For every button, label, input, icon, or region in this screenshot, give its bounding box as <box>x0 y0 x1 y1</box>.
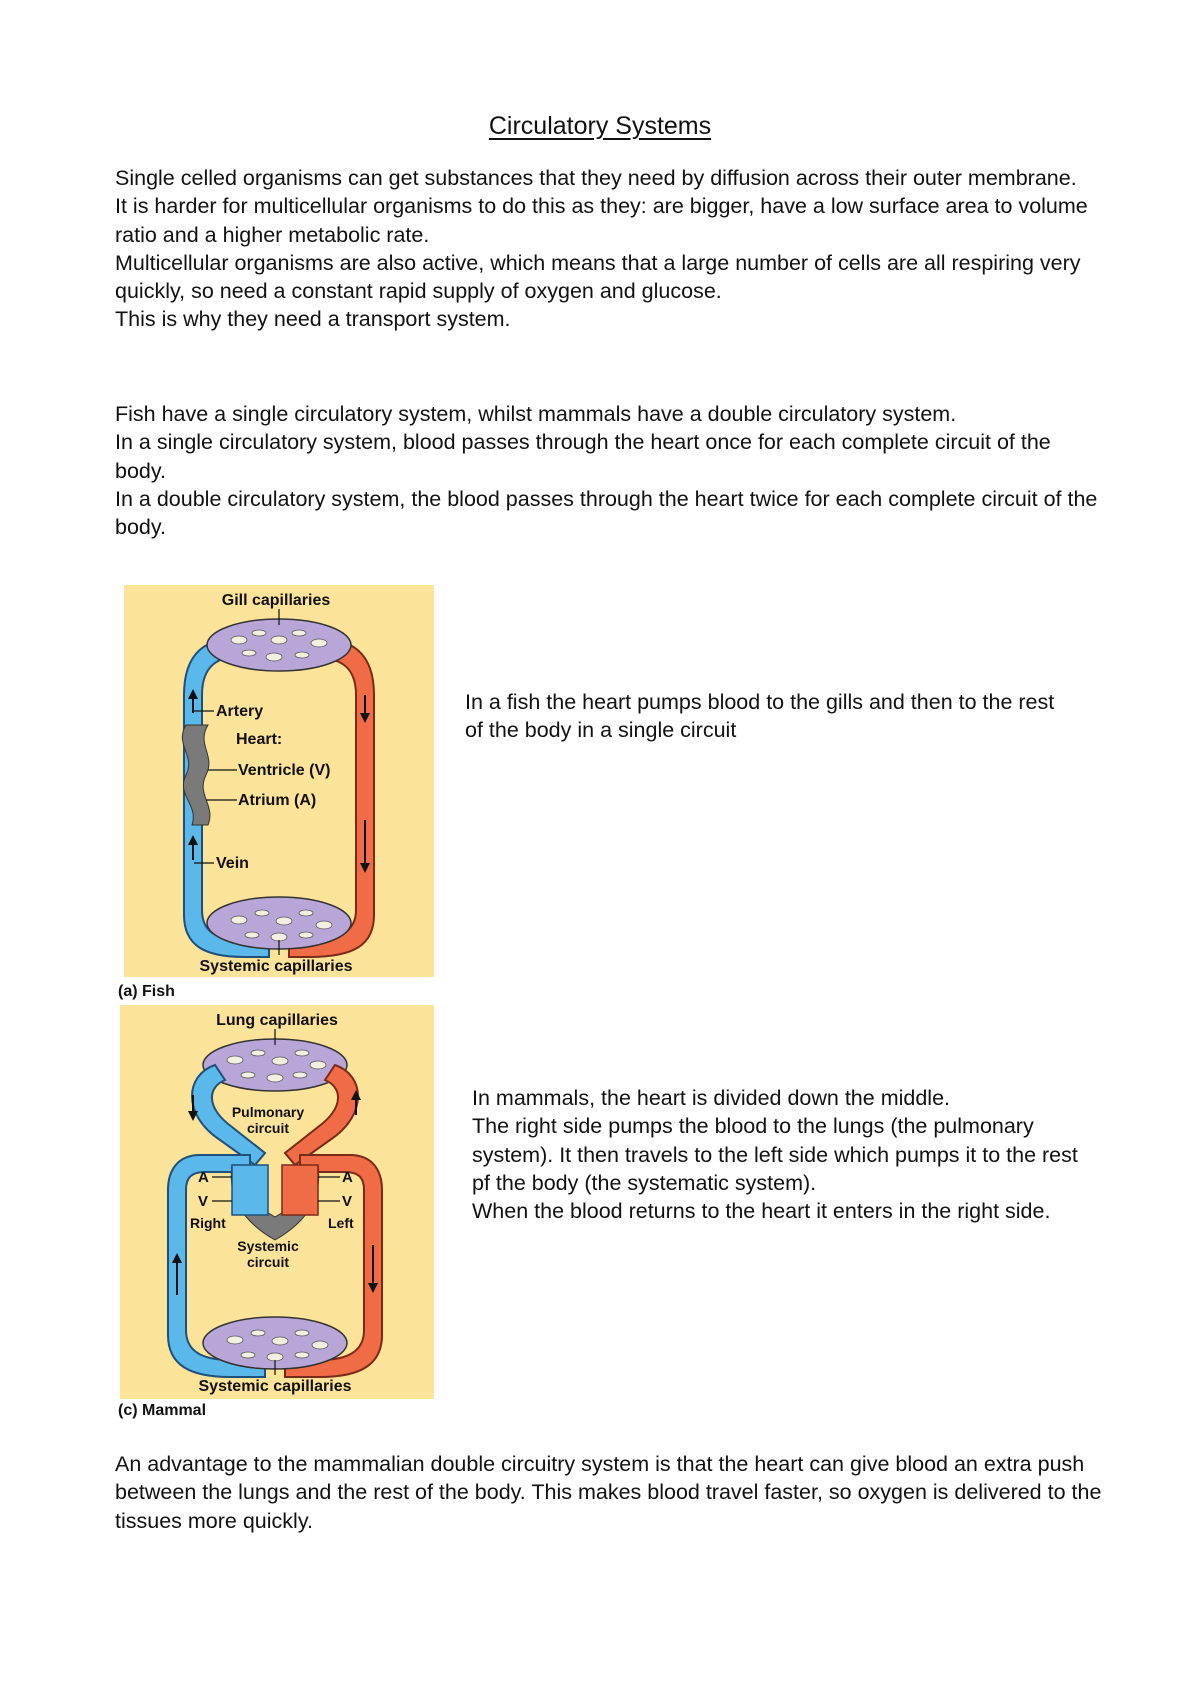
systemic-capillaries-label: Systemic capillaries <box>199 958 353 975</box>
mammal-paragraph: When the blood returns to the heart it enters in the right side. <box>472 1199 1051 1224</box>
systemic-label: Systemic <box>237 1238 299 1254</box>
intro-paragraph: Single celled organisms can get substances that they need by diffusion across their outer membrane. <box>115 166 1077 190</box>
systems-paragraph: Fish have a single circulatory system, whilst mammals have a double circulatory system. <box>115 402 957 426</box>
fish-description <box>465 688 1065 745</box>
mammal-description <box>472 1084 1092 1225</box>
intro-paragraph: This is why they need a transport system. <box>115 307 511 332</box>
pulmonary-label: Pulmonary <box>231 1104 305 1120</box>
conclusion-paragraph: An advantage to the mammalian double circuitry system is that the heart can give blood an extra push between the lungs and the rest of the body. This makes blood travel faster, so oxygen is delivered to the tissues more quickly. <box>115 1452 1102 1533</box>
mammal-paragraph: The right side pumps the blood to the lungs (the pulmonary system). It then travels to the left side which pumps it to the rest pf the body (the systematic system). <box>472 1114 1078 1195</box>
pulmonary-circuit-label: circuit <box>246 1120 290 1136</box>
mammal-circulation-diagram <box>120 1005 434 1404</box>
fish-paragraph: In a fish the heart pumps blood to the gills and then to the rest of the body in a single circuit <box>465 690 1055 743</box>
left-ventricle-label: V <box>342 1193 353 1210</box>
gill-capillaries <box>207 619 351 671</box>
left-side-label: Left <box>328 1215 354 1231</box>
conclusion-section <box>115 1450 1105 1535</box>
atrium-label: Atrium (A) <box>238 792 317 809</box>
mammal-paragraph: In mammals, the heart is divided down the middle. <box>472 1086 951 1110</box>
systemic-circuit-label: circuit <box>246 1254 290 1270</box>
heart-label: Heart: <box>236 731 283 748</box>
fish-circulation-diagram <box>124 585 434 982</box>
mammal-caption: (c) Mammal <box>118 1402 207 1419</box>
systems-paragraph: In a single circulatory system, blood passes through the heart once for each complete circuit of the body. <box>115 430 1051 483</box>
systemic-capillaries-label: Systemic capillaries <box>198 1378 352 1395</box>
page-title: Circulatory Systems <box>488 112 712 140</box>
intro-paragraph: Multicellular organisms are also active, which means that a large number of cells are all respiring very quickly, so need a constant rapid supply of oxygen and glucose. <box>115 250 1081 304</box>
gill-capillaries-label: Gill capillaries <box>221 592 331 609</box>
artery-label: Artery <box>216 703 264 720</box>
left-atrium-label: A <box>342 1169 353 1186</box>
intro-section <box>115 164 1105 334</box>
fish-caption: (a) Fish <box>118 983 175 1000</box>
systems-section <box>115 400 1105 541</box>
right-ventricle-label: V <box>198 1193 209 1210</box>
right-atrium-label: A <box>198 1169 209 1186</box>
right-side-label: Right <box>190 1215 226 1231</box>
vein-label: Vein <box>216 855 249 872</box>
lung-capillaries-label: Lung capillaries <box>216 1012 338 1029</box>
ventricle-label: Ventricle (V) <box>238 762 331 779</box>
intro-paragraph: It is harder for multicellular organisms to do this as they: are bigger, have a low surface area to volume ratio and a higher metabolic rate. <box>115 194 1088 247</box>
systems-paragraph: In a double circulatory system, the blood passes through the heart twice for each complete circuit of the body. <box>115 486 1098 540</box>
